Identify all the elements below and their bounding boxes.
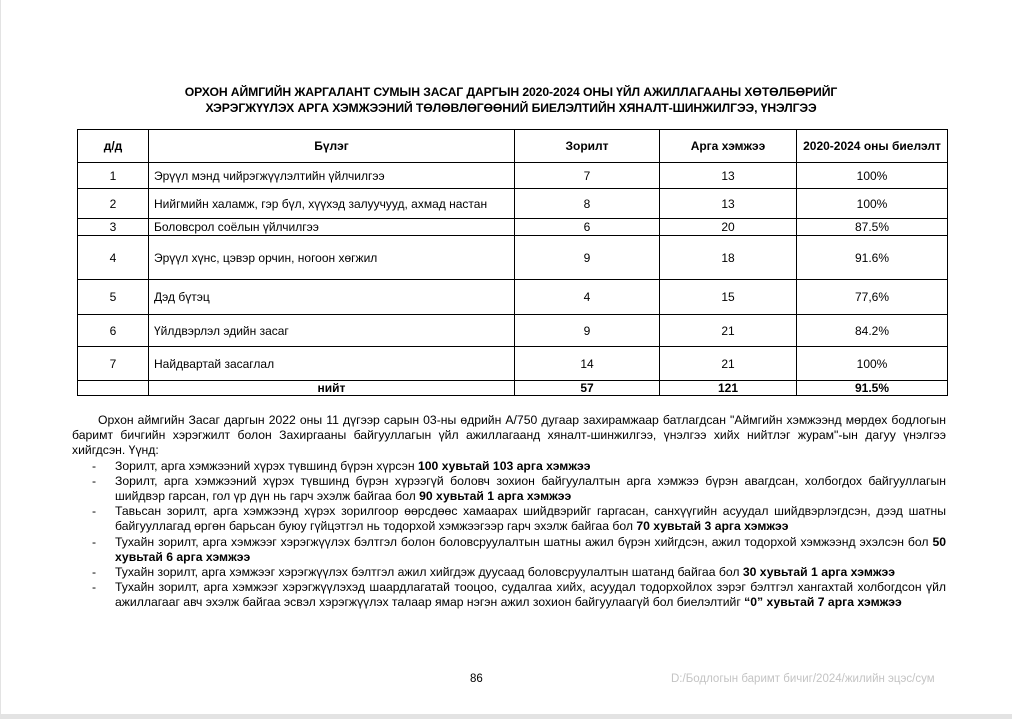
cell-goals: 9 <box>515 236 660 280</box>
dash-bullet-icon: - <box>92 504 97 519</box>
cell-section: Дэд бүтэц <box>149 280 515 315</box>
header-section: Бүлэг <box>149 130 515 163</box>
cell-measures: 15 <box>660 280 797 315</box>
list-item <box>72 459 946 474</box>
title-line-2: ХЭРЭГЖҮҮЛЭХ АРГА ХЭМЖЭЭНИЙ ТӨЛӨВЛӨГӨӨНИЙ БИЕЛЭЛТИЙН ХЯНАЛТ-ШИНЖИЛГЭЭ, ҮНЭЛГЭЭ <box>205 101 817 115</box>
cell-goals: 6 <box>515 219 660 236</box>
header-completion: 2020-2024 оны биелэлт <box>797 130 948 163</box>
total-goals: 57 <box>515 381 660 396</box>
cell-measures: 21 <box>660 315 797 347</box>
header-number: д/д <box>78 130 149 163</box>
cell-completion: 100% <box>797 189 948 219</box>
cell-number: 5 <box>78 280 149 315</box>
list-item-text: Тухайн зорилт, арга хэмжээг хэрэгжүүлэх бэлтгэл ажил хийгдэж дуусаад боловсруулалтын шатанд байгаа бол <box>115 565 743 580</box>
title-line-1: ОРХОН АЙМГИЙН ЖАРГАЛАНТ СУМЫН ЗАСАГ ДАРГЫН 2020-2024 ОНЫ ҮЙЛ АЖИЛЛАГААНЫ ХӨТӨЛБӨРИЙГ <box>184 85 838 99</box>
dash-bullet-icon: - <box>92 565 97 580</box>
intro-paragraph: Орхон аймгийн Засаг даргын 2022 оны 11 дүгээр сарын 03-ны өдрийн А/750 дугаар захирамжаар батлагдсан "Аймгийн хэмжээнд мөрдөх бодлогын баримт бичгийн хэрэгжилт болон Захиргааны байгууллагын үйл ажиллагаанд хяналт-шинжилгээ, үнэлгээ хийх нийтлэг журам"-ын дагуу үнэлгээ хийгдсэн. Үүнд: <box>72 413 946 458</box>
list-item-result: 90 хувьтай 1 арга хэмжээ <box>419 489 572 504</box>
cell-measures: 20 <box>660 219 797 236</box>
result-list <box>72 459 946 611</box>
list-item-text: Тухайн зорилт, арга хэмжээг хэрэгжүүлэхэд шаардлагатай тооцоо, судалгаа хийх, асуудал тодорхойлох зэрэг бэлтгэл хангахтай холбогдсон үйл ажиллагааг авч эхэлж байгаа эсвэл хэрэгжүүлэх талаар ямар нэгэн ажил зохион байгуулаагүй бол биелэлтийг <box>115 580 946 610</box>
cell-number: 4 <box>78 236 149 280</box>
table-total-row <box>78 381 948 396</box>
list-item-result: 100 хувьтай 103 арга хэмжээ <box>417 458 591 473</box>
cell-completion: 100% <box>797 347 948 381</box>
list-item-result: 70 хувьтай 3 арга хэмжээ <box>636 519 789 534</box>
cell-completion: 87.5% <box>797 219 948 236</box>
evaluation-summary <box>72 413 946 611</box>
cell-number: 1 <box>78 163 149 189</box>
document-page <box>1 0 1012 714</box>
list-item-text: Тухайн зорилт, арга хэмжээг хэрэгжүүлэх бэлтгэл болон боловсруулалтын шатны ажил бүрэн хийгдсэн, ажил тодорхой хэмжээнд эхэлсэн бол <box>115 534 933 549</box>
list-item-text: Тавьсан зорилт, арга хэмжээнд хүрэх зорилгоор өөрсдөөс хамаарах шийдвэрийг гаргасан, санхүүгийн асуудал шийдвэрлэгдсэн, дээд шатны байгууллагад өргөн барьсан буюу гүйцэтгэл нь тодорхой хэмжээгээр гарч эхэлж байгаа бол <box>115 504 946 534</box>
document-title <box>101 84 921 116</box>
list-item <box>72 474 946 504</box>
cell-section: Найдвартай засаглал <box>149 347 515 381</box>
list-item <box>72 535 946 565</box>
list-item <box>72 504 946 534</box>
cell-completion: 77,6% <box>797 280 948 315</box>
cell-number: 2 <box>78 189 149 219</box>
cell-section: Үйлдвэрлэл эдийн засаг <box>149 315 515 347</box>
table-row <box>78 236 948 280</box>
cell-completion: 100% <box>797 163 948 189</box>
list-item-result: 30 хувьтай 1 арга хэмжээ <box>742 565 895 580</box>
list-item <box>72 580 946 610</box>
cell-completion: 84.2% <box>797 315 948 347</box>
cell-section: Боловсрол соёлын үйлчилгээ <box>149 219 515 236</box>
list-item-result: “0” хувьтай 7 арга хэмжээ <box>744 595 902 610</box>
header-measures: Арга хэмжээ <box>660 130 797 163</box>
dash-bullet-icon: - <box>92 534 97 549</box>
total-label: нийт <box>149 381 515 396</box>
cell-number: 6 <box>78 315 149 347</box>
total-completion: 91.5% <box>797 381 948 396</box>
header-goals: Зорилт <box>515 130 660 163</box>
cell-measures: 21 <box>660 347 797 381</box>
cell-section: Эрүүл мэнд чийрэгжүүлэлтийн үйлчилгээ <box>149 163 515 189</box>
table-row <box>78 163 948 189</box>
cell-completion: 91.6% <box>797 236 948 280</box>
list-item <box>72 565 946 580</box>
table-row <box>78 280 948 315</box>
evaluation-table <box>77 129 948 396</box>
table-row <box>78 189 948 219</box>
total-measures: 121 <box>660 381 797 396</box>
page-number: 86 <box>470 673 483 685</box>
cell-number-empty <box>78 381 149 396</box>
file-path-footer: D:/Бодлогын баримт бичиг/2024/жилийн эцэс/сум <box>671 673 935 685</box>
table-row <box>78 315 948 347</box>
list-item-text: Зорилт, арга хэмжээний хүрэх түвшинд бүрэн хүрээгүй боловч зохион байгуулалтын арга хэмжээ бүрэн авагдсан, холбогдох байгууллагын шийдвэр гарсан, гол үр дүн нь гарч эхэлж байгаа бол <box>115 473 946 504</box>
dash-bullet-icon: - <box>92 580 97 595</box>
list-item-text: Зорилт, арга хэмжээний хүрэх түвшинд бүрэн хүрсэн <box>115 458 418 473</box>
cell-measures: 13 <box>660 189 797 219</box>
cell-measures: 13 <box>660 163 797 189</box>
cell-section: Эрүүл хүнс, цэвэр орчин, ногоон хөгжил <box>149 236 515 280</box>
dash-bullet-icon: - <box>92 473 97 488</box>
cell-section: Нийгмийн халамж, гэр бүл, хүүхэд залуучууд, ахмад настан <box>149 189 515 219</box>
cell-goals: 4 <box>515 280 660 315</box>
cell-goals: 7 <box>515 163 660 189</box>
table-row <box>78 219 948 236</box>
cell-goals: 8 <box>515 189 660 219</box>
cell-goals: 9 <box>515 315 660 347</box>
cell-measures: 18 <box>660 236 797 280</box>
table-row <box>78 347 948 381</box>
cell-number: 7 <box>78 347 149 381</box>
dash-bullet-icon: - <box>92 458 97 473</box>
cell-number: 3 <box>78 219 149 236</box>
table-header-row <box>78 130 948 163</box>
cell-goals: 14 <box>515 347 660 381</box>
list-item-result: 50 хувьтай 6 арга хэмжээ <box>115 534 946 564</box>
